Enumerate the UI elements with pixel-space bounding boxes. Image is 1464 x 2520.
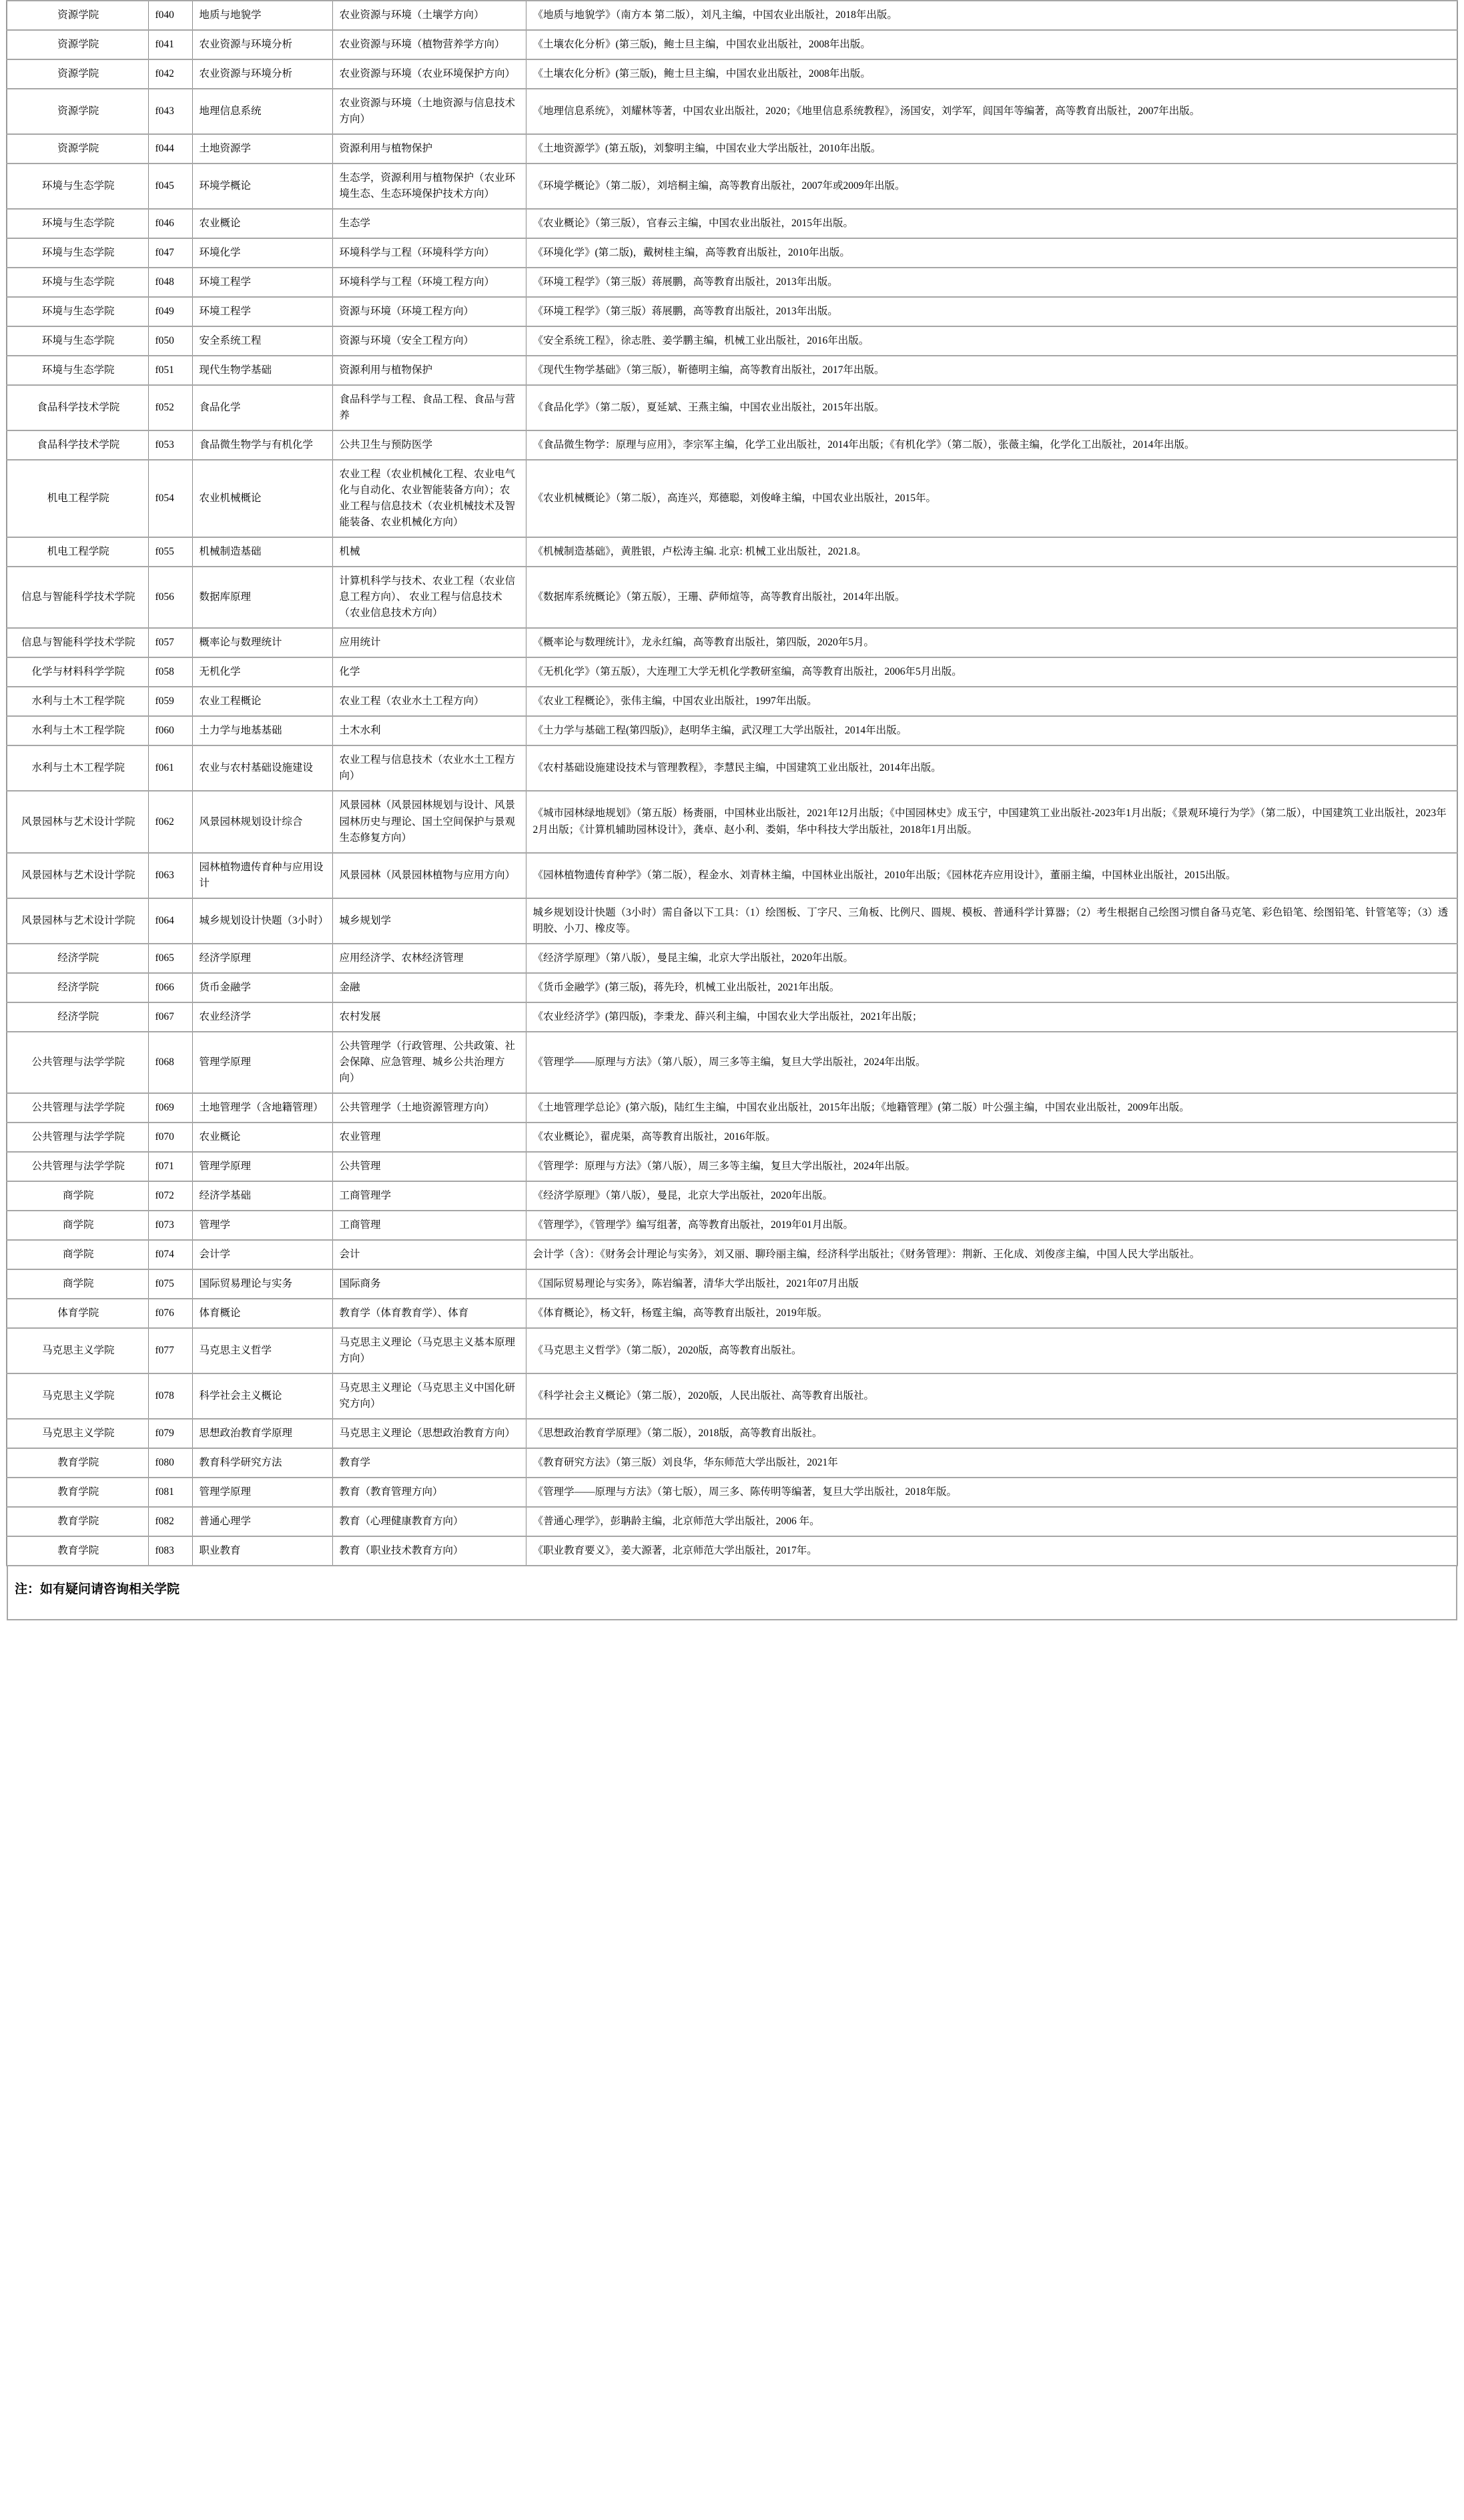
cell-college: 水利与土木工程学院 — [7, 687, 148, 716]
cell-major: 马克思主义理论（马克思主义基本原理方向） — [332, 1328, 526, 1373]
cell-code: f050 — [148, 326, 192, 356]
cell-college: 资源学院 — [7, 59, 148, 89]
cell-course: 食品微生物学与有机化学 — [192, 430, 332, 460]
cell-course: 农业资源与环境分析 — [192, 59, 332, 89]
cell-code: f052 — [148, 385, 192, 430]
table-row — [7, 297, 1457, 326]
cell-college: 食品科学技术学院 — [7, 430, 148, 460]
cell-college: 商学院 — [7, 1211, 148, 1240]
table-row — [7, 385, 1457, 430]
cell-major: 教育学（体育教育学）、体育 — [332, 1299, 526, 1328]
cell-code: f055 — [148, 537, 192, 567]
cell-major: 生态学 — [332, 209, 526, 238]
cell-book: 《思想政治教育学原理》（第二版），2018版，高等教育出版社。 — [526, 1419, 1457, 1448]
cell-book: 《农村基础设施建设技术与管理教程》，李慧民主编，中国建筑工业出版社，2014年出版。 — [526, 745, 1457, 791]
cell-major: 化学 — [332, 657, 526, 687]
cell-book: 《管理学：原理与方法》（第八版），周三多等主编，复旦大学出版社，2024年出版。 — [526, 1152, 1457, 1181]
cell-book: 《土地资源学》(第五版)，刘黎明主编，中国农业大学出版社，2010年出版。 — [526, 134, 1457, 164]
cell-course: 教育科学研究方法 — [192, 1448, 332, 1478]
cell-major: 教育学 — [332, 1448, 526, 1478]
cell-book: 《地质与地貌学》（南方本 第二版），刘凡主编，中国农业出版社，2018年出版。 — [526, 1, 1457, 30]
cell-code: f053 — [148, 430, 192, 460]
cell-course: 概率论与数理统计 — [192, 628, 332, 657]
cell-course: 农业概论 — [192, 1123, 332, 1152]
cell-course: 管理学 — [192, 1211, 332, 1240]
cell-course: 无机化学 — [192, 657, 332, 687]
cell-book: 《农业概论》，翟虎渠，高等教育出版社，2016年版。 — [526, 1123, 1457, 1152]
cell-college: 化学与材料科学学院 — [7, 657, 148, 687]
cell-college: 商学院 — [7, 1269, 148, 1299]
cell-major: 应用经济学、农林经济管理 — [332, 944, 526, 973]
table-row — [7, 791, 1457, 852]
table-row — [7, 460, 1457, 537]
table-row — [7, 134, 1457, 164]
cell-book: 《无机化学》（第五版），大连理工大学无机化学教研室编，高等教育出版社，2006年5月出版。 — [526, 657, 1457, 687]
cell-college: 公共管理与法学学院 — [7, 1152, 148, 1181]
table-row — [7, 356, 1457, 385]
cell-major: 环境科学与工程（环境工程方向） — [332, 268, 526, 297]
cell-course: 食品化学 — [192, 385, 332, 430]
cell-college: 水利与土木工程学院 — [7, 745, 148, 791]
cell-course: 货币金融学 — [192, 973, 332, 1002]
cell-major: 农业资源与环境（土地资源与信息技术方向） — [332, 89, 526, 134]
cell-college: 信息与智能科学技术学院 — [7, 567, 148, 628]
cell-course: 体育概论 — [192, 1299, 332, 1328]
table-row — [7, 853, 1457, 898]
cell-book: 《地理信息系统》，刘耀林等著，中国农业出版社，2020；《地里信息系统教程》，汤国安，刘学军，闾国年等编著，高等教育出版社，2007年出版。 — [526, 89, 1457, 134]
cell-course: 农业经济学 — [192, 1002, 332, 1032]
table-row — [7, 326, 1457, 356]
table-row — [7, 209, 1457, 238]
cell-major: 计算机科学与技术、农业工程（农业信息工程方向）、 农业工程与信息技术（农业信息技术方向） — [332, 567, 526, 628]
cell-book: 《食品化学》（第二版），夏延斌、王燕主编，中国农业出版社，2015年出版。 — [526, 385, 1457, 430]
cell-course: 土地管理学（含地籍管理） — [192, 1093, 332, 1123]
cell-book: 《城市园林绿地规划》（第五版）杨赉丽，中国林业出版社，2021年12月出版；《中国园林史》成玉宁，中国建筑工业出版社-2023年1月出版；《景观环境行为学》（第二版），中国建筑工业出版社，2023年2月出版；《计算机辅助园林设计》，龚卓、赵小利、娄娟，华中科技大学出版社，2018年1月出版。 — [526, 791, 1457, 852]
cell-course: 农业工程概论 — [192, 687, 332, 716]
cell-code: f049 — [148, 297, 192, 326]
cell-major: 公共卫生与预防医学 — [332, 430, 526, 460]
cell-code: f076 — [148, 1299, 192, 1328]
cell-major: 风景园林（风景园林植物与应用方向） — [332, 853, 526, 898]
cell-major: 生态学，资源利用与植物保护（农业环境生态、生态环境保护技术方向） — [332, 164, 526, 209]
cell-college: 经济学院 — [7, 944, 148, 973]
table-row — [7, 30, 1457, 59]
cell-book: 《园林植物遗传育种学》（第二版），程金水、刘青林主编，中国林业出版社，2010年出版；《园林花卉应用设计》，董丽主编，中国林业出版社，2015出版。 — [526, 853, 1457, 898]
cell-major: 农业工程与信息技术（农业水土工程方向） — [332, 745, 526, 791]
cell-major: 马克思主义理论（思想政治教育方向） — [332, 1419, 526, 1448]
table-row — [7, 657, 1457, 687]
cell-book: 《管理学——原理与方法》（第七版），周三多、陈传明等编著，复旦大学出版社，2018年版。 — [526, 1478, 1457, 1507]
cell-course: 土力学与地基基础 — [192, 716, 332, 745]
cell-book: 《管理学——原理与方法》（第八版），周三多等主编，复旦大学出版社，2024年出版。 — [526, 1032, 1457, 1093]
cell-course: 数据库原理 — [192, 567, 332, 628]
cell-book: 《农业经济学》(第四版)，李秉龙、薛兴利主编，中国农业大学出版社，2021年出版； — [526, 1002, 1457, 1032]
table-row — [7, 1299, 1457, 1328]
cell-college: 环境与生态学院 — [7, 356, 148, 385]
cell-code: f044 — [148, 134, 192, 164]
cell-course: 马克思主义哲学 — [192, 1328, 332, 1373]
cell-college: 机电工程学院 — [7, 460, 148, 537]
cell-course: 现代生物学基础 — [192, 356, 332, 385]
cell-book: 《管理学》，《管理学》编写组著，高等教育出版社，2019年01月出版。 — [526, 1211, 1457, 1240]
table-row — [7, 1373, 1457, 1419]
cell-college: 马克思主义学院 — [7, 1328, 148, 1373]
cell-book: 《环境学概论》（第二版），刘培桐主编，高等教育出版社，2007年或2009年出版。 — [526, 164, 1457, 209]
table-body — [7, 1, 1457, 1566]
cell-book: 《国际贸易理论与实务》，陈岩编著，清华大学出版社，2021年07月出版 — [526, 1269, 1457, 1299]
cell-code: f056 — [148, 567, 192, 628]
cell-college: 教育学院 — [7, 1478, 148, 1507]
table-row — [7, 898, 1457, 944]
cell-college: 资源学院 — [7, 134, 148, 164]
cell-book: 《环境工程学》（第三版）蒋展鹏，高等教育出版社，2013年出版。 — [526, 268, 1457, 297]
table-row — [7, 1269, 1457, 1299]
cell-code: f071 — [148, 1152, 192, 1181]
cell-book: 《土地管理学总论》(第六版)，陆红生主编，中国农业出版社，2015年出版；《地籍管理》(第二版）叶公强主编，中国农业出版社，2009年出版。 — [526, 1093, 1457, 1123]
cell-code: f078 — [148, 1373, 192, 1419]
cell-code: f063 — [148, 853, 192, 898]
cell-code: f042 — [148, 59, 192, 89]
cell-code: f073 — [148, 1211, 192, 1240]
cell-book: 《环境工程学》（第三版）蒋展鹏，高等教育出版社，2013年出版。 — [526, 297, 1457, 326]
table-row — [7, 1536, 1457, 1566]
cell-major: 金融 — [332, 973, 526, 1002]
cell-course: 管理学原理 — [192, 1032, 332, 1093]
cell-code: f058 — [148, 657, 192, 687]
cell-book: 《数据库系统概论》（第五版），王珊、萨师煊等，高等教育出版社，2014年出版。 — [526, 567, 1457, 628]
cell-course: 风景园林规划设计综合 — [192, 791, 332, 852]
cell-course: 园林植物遗传育种与应用设计 — [192, 853, 332, 898]
table-row — [7, 1181, 1457, 1211]
table-row — [7, 1328, 1457, 1373]
cell-major: 教育（教育管理方向） — [332, 1478, 526, 1507]
cell-code: f040 — [148, 1, 192, 30]
cell-course: 城乡规划设计快题（3小时） — [192, 898, 332, 944]
cell-code: f060 — [148, 716, 192, 745]
cell-book: 会计学（含）：《财务会计理论与实务》，刘又丽、聊玲丽主编，经济科学出版社；《财务管理》：荆新、王化成、刘俊彦主编，中国人民大学出版社。 — [526, 1240, 1457, 1269]
cell-college: 经济学院 — [7, 1002, 148, 1032]
cell-major: 教育（心理健康教育方向） — [332, 1507, 526, 1536]
cell-college: 机电工程学院 — [7, 537, 148, 567]
cell-major: 农业工程（农业机械化工程、农业电气化与自动化、农业智能装备方向）；农业工程与信息技术（农业机械技术及智能装备、农业机械化方向） — [332, 460, 526, 537]
cell-book: 《农业概论》（第三版），官春云主编，中国农业出版社，2015年出版。 — [526, 209, 1457, 238]
cell-code: f059 — [148, 687, 192, 716]
cell-code: f051 — [148, 356, 192, 385]
cell-college: 公共管理与法学学院 — [7, 1032, 148, 1093]
cell-college: 资源学院 — [7, 89, 148, 134]
cell-code: f057 — [148, 628, 192, 657]
cell-book: 《食品微生物学：原理与应用》，李宗军主编，化学工业出版社，2014年出版；《有机化学》（第二版），张薇主编，化学化工出版社，2014年出版。 — [526, 430, 1457, 460]
cell-book: 《土力学与基础工程(第四版)》，赵明华主编，武汉理工大学出版社，2014年出版。 — [526, 716, 1457, 745]
cell-code: f047 — [148, 238, 192, 268]
cell-major: 风景园林（风景园林规划与设计、风景园林历史与理论、国土空间保护与景观生态修复方向） — [332, 791, 526, 852]
cell-code: f062 — [148, 791, 192, 852]
cell-college: 风景园林与艺术设计学院 — [7, 898, 148, 944]
table-row — [7, 1448, 1457, 1478]
footer-note: 注：如有疑问请咨询相关学院 — [7, 1566, 1457, 1620]
cell-code: f066 — [148, 973, 192, 1002]
table-row — [7, 1032, 1457, 1093]
table-row — [7, 537, 1457, 567]
cell-code: f064 — [148, 898, 192, 944]
cell-college: 风景园林与艺术设计学院 — [7, 791, 148, 852]
cell-major: 应用统计 — [332, 628, 526, 657]
cell-major: 工商管理学 — [332, 1181, 526, 1211]
cell-course: 环境工程学 — [192, 297, 332, 326]
cell-course: 农业与农村基础设施建设 — [192, 745, 332, 791]
table-row — [7, 1211, 1457, 1240]
table-row — [7, 59, 1457, 89]
cell-book: 《货币金融学》(第三版)，蒋先玲，机械工业出版社，2021年出版。 — [526, 973, 1457, 1002]
cell-course: 国际贸易理论与实务 — [192, 1269, 332, 1299]
cell-code: f080 — [148, 1448, 192, 1478]
cell-code: f068 — [148, 1032, 192, 1093]
cell-major: 机械 — [332, 537, 526, 567]
cell-college: 环境与生态学院 — [7, 268, 148, 297]
course-reference-table — [6, 0, 1458, 1566]
cell-course: 经济学原理 — [192, 944, 332, 973]
cell-college: 马克思主义学院 — [7, 1373, 148, 1419]
table-row — [7, 268, 1457, 297]
table-row — [7, 164, 1457, 209]
cell-code: f072 — [148, 1181, 192, 1211]
cell-major: 公共管理 — [332, 1152, 526, 1181]
cell-course: 思想政治教育学原理 — [192, 1419, 332, 1448]
table-row — [7, 944, 1457, 973]
table-row — [7, 1478, 1457, 1507]
cell-major: 食品科学与工程、食品工程、食品与营养 — [332, 385, 526, 430]
cell-major: 公共管理学（行政管理、公共政策、社会保障、应急管理、城乡公共治理方向） — [332, 1032, 526, 1093]
cell-college: 马克思主义学院 — [7, 1419, 148, 1448]
cell-college: 公共管理与法学学院 — [7, 1093, 148, 1123]
cell-major: 农业资源与环境（农业环境保护方向） — [332, 59, 526, 89]
cell-course: 普通心理学 — [192, 1507, 332, 1536]
cell-major: 公共管理学（土地资源管理方向） — [332, 1093, 526, 1123]
cell-college: 资源学院 — [7, 30, 148, 59]
cell-course: 机械制造基础 — [192, 537, 332, 567]
cell-course: 地理信息系统 — [192, 89, 332, 134]
table-row — [7, 1123, 1457, 1152]
cell-major: 工商管理 — [332, 1211, 526, 1240]
table-row — [7, 89, 1457, 134]
cell-book: 《概率论与数理统计》，龙永红编，高等教育出版社，第四版，2020年5月。 — [526, 628, 1457, 657]
cell-book: 《职业教育要义》，姜大源著，北京师范大学出版社，2017年。 — [526, 1536, 1457, 1566]
cell-code: f067 — [148, 1002, 192, 1032]
cell-college: 教育学院 — [7, 1448, 148, 1478]
cell-major: 资源利用与植物保护 — [332, 356, 526, 385]
table-row — [7, 1419, 1457, 1448]
cell-book: 《土壤农化分析》(第三版)，鲍士旦主编，中国农业出版社，2008年出版。 — [526, 30, 1457, 59]
cell-college: 体育学院 — [7, 1299, 148, 1328]
cell-major: 农村发展 — [332, 1002, 526, 1032]
cell-college: 商学院 — [7, 1181, 148, 1211]
cell-book: 《土壤农化分析》(第三版)，鲍士旦主编，中国农业出版社，2008年出版。 — [526, 59, 1457, 89]
cell-book: 《安全系统工程》，徐志胜、姜学鹏主编，机械工业出版社，2016年出版。 — [526, 326, 1457, 356]
cell-college: 信息与智能科学技术学院 — [7, 628, 148, 657]
cell-course: 农业机械概论 — [192, 460, 332, 537]
cell-major: 土木水利 — [332, 716, 526, 745]
cell-college: 风景园林与艺术设计学院 — [7, 853, 148, 898]
cell-code: f081 — [148, 1478, 192, 1507]
cell-code: f083 — [148, 1536, 192, 1566]
cell-course: 经济学基础 — [192, 1181, 332, 1211]
table-row — [7, 238, 1457, 268]
cell-major: 资源与环境（安全工程方向） — [332, 326, 526, 356]
cell-code: f075 — [148, 1269, 192, 1299]
cell-major: 资源利用与植物保护 — [332, 134, 526, 164]
cell-major: 会计 — [332, 1240, 526, 1269]
cell-course: 农业资源与环境分析 — [192, 30, 332, 59]
cell-book: 《科学社会主义概论》（第二版），2020版，人民出版社、高等教育出版社。 — [526, 1373, 1457, 1419]
cell-major: 城乡规划学 — [332, 898, 526, 944]
table-row — [7, 1, 1457, 30]
cell-college: 环境与生态学院 — [7, 297, 148, 326]
cell-college: 资源学院 — [7, 1, 148, 30]
cell-code: f074 — [148, 1240, 192, 1269]
cell-code: f054 — [148, 460, 192, 537]
cell-course: 职业教育 — [192, 1536, 332, 1566]
cell-college: 环境与生态学院 — [7, 209, 148, 238]
cell-college: 经济学院 — [7, 973, 148, 1002]
cell-code: f043 — [148, 89, 192, 134]
cell-college: 商学院 — [7, 1240, 148, 1269]
cell-code: f048 — [148, 268, 192, 297]
cell-major: 农业资源与环境（土壤学方向） — [332, 1, 526, 30]
table-row — [7, 430, 1457, 460]
cell-code: f046 — [148, 209, 192, 238]
cell-college: 教育学院 — [7, 1507, 148, 1536]
table-row — [7, 745, 1457, 791]
cell-code: f069 — [148, 1093, 192, 1123]
cell-code: f082 — [148, 1507, 192, 1536]
cell-code: f065 — [148, 944, 192, 973]
cell-major: 环境科学与工程（环境科学方向） — [332, 238, 526, 268]
cell-code: f041 — [148, 30, 192, 59]
cell-code: f045 — [148, 164, 192, 209]
table-row — [7, 1507, 1457, 1536]
cell-book: 《教育研究方法》（第三版）刘良华，华东师范大学出版社，2021年 — [526, 1448, 1457, 1478]
cell-book: 《体育概论》，杨文轩，杨霆主编，高等教育出版社，2019年版。 — [526, 1299, 1457, 1328]
table-row — [7, 1240, 1457, 1269]
cell-college: 环境与生态学院 — [7, 238, 148, 268]
table-row — [7, 1093, 1457, 1123]
table-row — [7, 628, 1457, 657]
cell-course: 会计学 — [192, 1240, 332, 1269]
cell-major: 马克思主义理论（马克思主义中国化研究方向） — [332, 1373, 526, 1419]
cell-code: f070 — [148, 1123, 192, 1152]
cell-major: 农业资源与环境（植物营养学方向） — [332, 30, 526, 59]
cell-course: 地质与地貌学 — [192, 1, 332, 30]
cell-code: f079 — [148, 1419, 192, 1448]
cell-course: 环境学概论 — [192, 164, 332, 209]
cell-book: 《现代生物学基础》（第三版），靳德明主编，高等教育出版社，2017年出版。 — [526, 356, 1457, 385]
cell-book: 《普通心理学》，彭聃龄主编，北京师范大学出版社，2006 年。 — [526, 1507, 1457, 1536]
cell-college: 环境与生态学院 — [7, 164, 148, 209]
cell-book: 《环境化学》(第二版)，戴树桂主编，高等教育出版社，2010年出版。 — [526, 238, 1457, 268]
cell-major: 教育（职业技术教育方向） — [332, 1536, 526, 1566]
cell-course: 环境化学 — [192, 238, 332, 268]
table-row — [7, 567, 1457, 628]
table-row — [7, 716, 1457, 745]
cell-book: 《马克思主义哲学》（第二版），2020版，高等教育出版社。 — [526, 1328, 1457, 1373]
cell-book: 城乡规划设计快题（3小时）需自备以下工具：（1）绘图板、丁字尺、三角板、比例尺、圆规、模板、普通科学计算器；（2）考生根据自己绘图习惯自备马克笔、彩色铅笔、绘图铅笔、针管笔等；（3）透明胶、小刀、橡皮等。 — [526, 898, 1457, 944]
cell-major: 农业工程（农业水土工程方向） — [332, 687, 526, 716]
cell-course: 管理学原理 — [192, 1478, 332, 1507]
cell-course: 土地资源学 — [192, 134, 332, 164]
cell-book: 《农业机械概论》（第二版），高连兴，郑德聪，刘俊峰主编，中国农业出版社，2015年。 — [526, 460, 1457, 537]
table-row — [7, 687, 1457, 716]
cell-book: 《农业工程概论》，张伟主编，中国农业出版社，1997年出版。 — [526, 687, 1457, 716]
table-row — [7, 1152, 1457, 1181]
cell-college: 食品科学技术学院 — [7, 385, 148, 430]
cell-course: 农业概论 — [192, 209, 332, 238]
cell-major: 资源与环境（环境工程方向） — [332, 297, 526, 326]
cell-course: 安全系统工程 — [192, 326, 332, 356]
table-row — [7, 973, 1457, 1002]
table-row — [7, 1002, 1457, 1032]
cell-book: 《经济学原理》（第八版），曼昆，北京大学出版社，2020年出版。 — [526, 1181, 1457, 1211]
cell-book: 《经济学原理》（第八版），曼昆主编，北京大学出版社，2020年出版。 — [526, 944, 1457, 973]
cell-major: 国际商务 — [332, 1269, 526, 1299]
cell-code: f061 — [148, 745, 192, 791]
cell-college: 教育学院 — [7, 1536, 148, 1566]
cell-college: 环境与生态学院 — [7, 326, 148, 356]
cell-college: 公共管理与法学学院 — [7, 1123, 148, 1152]
cell-book: 《机械制造基础》，黄胜银，卢松涛主编. 北京: 机械工业出版社，2021.8。 — [526, 537, 1457, 567]
cell-major: 农业管理 — [332, 1123, 526, 1152]
cell-course: 管理学原理 — [192, 1152, 332, 1181]
cell-course: 环境工程学 — [192, 268, 332, 297]
cell-college: 水利与土木工程学院 — [7, 716, 148, 745]
cell-code: f077 — [148, 1328, 192, 1373]
cell-course: 科学社会主义概论 — [192, 1373, 332, 1419]
